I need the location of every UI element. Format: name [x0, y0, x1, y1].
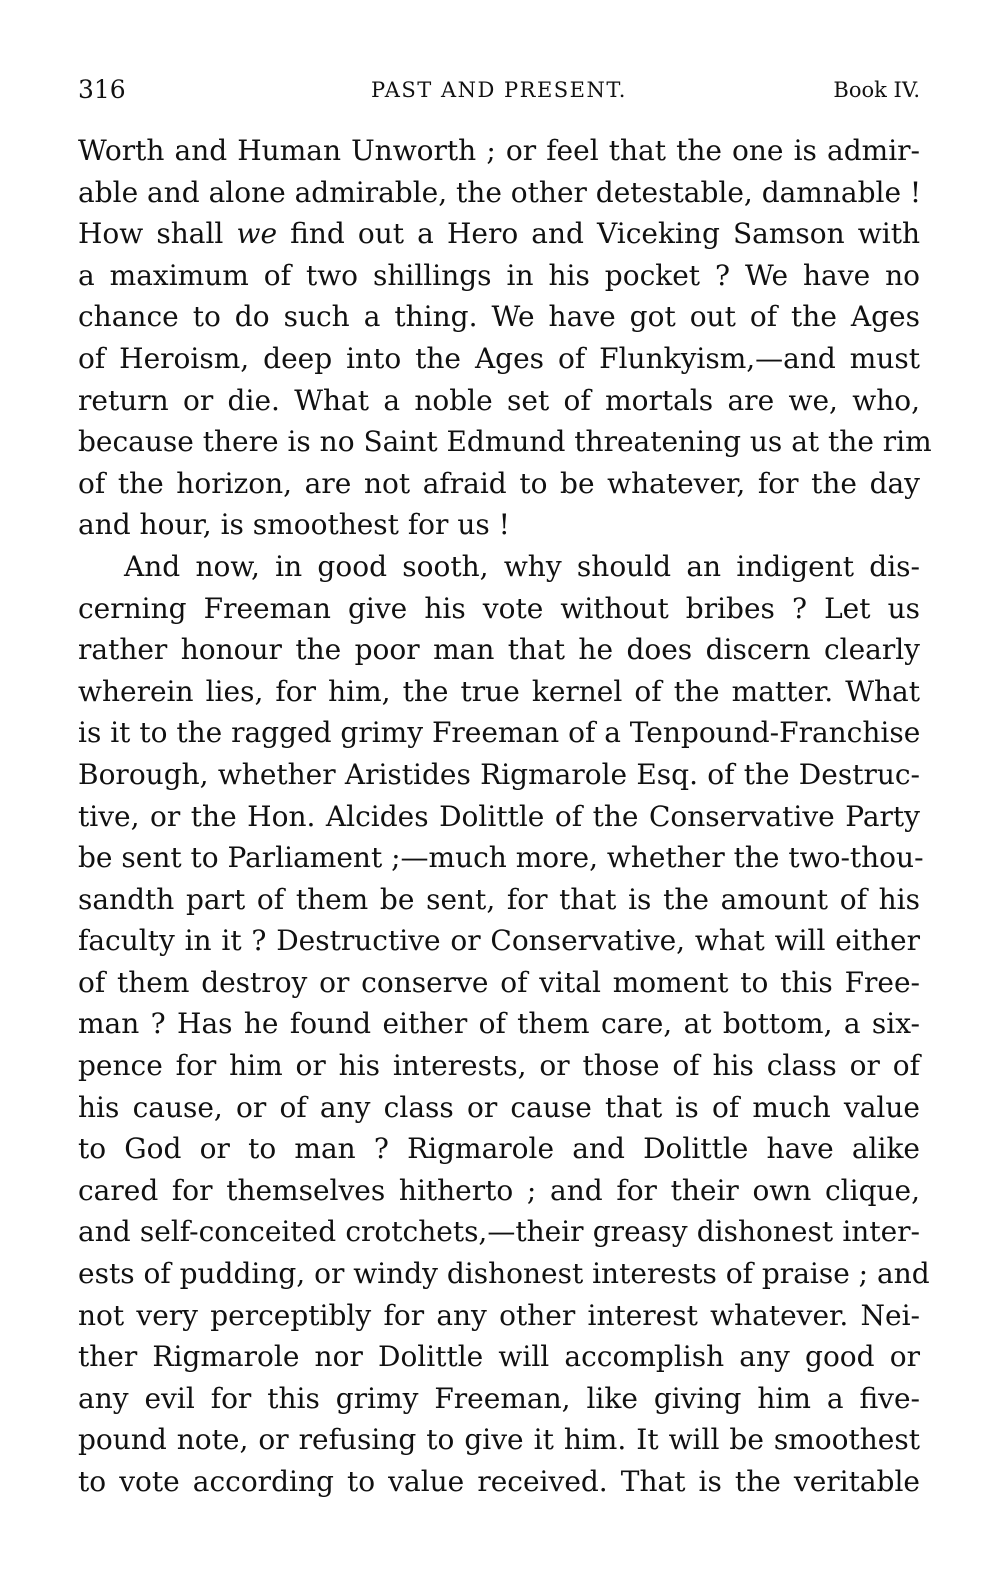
text-line: chance to do such a thing. We have got out of the Ages [78, 300, 920, 334]
text-line: rather honour the poor man that he does discern clearly [78, 633, 920, 667]
body-text [78, 130, 932, 1503]
text-line: faculty in it ? Destructive or Conservative, what will either [78, 924, 920, 958]
text-line: pound note, or refusing to give it him. It will be smoothest [78, 1423, 920, 1457]
text-line: And now, in good sooth, why should an indigent dis- [124, 549, 920, 583]
text-line: Borough, whether Aristides Rigmarole Esq. of the Destruc- [78, 757, 920, 791]
paragraph-2 [78, 546, 930, 1503]
text-line: of Heroism, deep into the Ages of Flunkyism,—and must [78, 341, 920, 375]
text-line: to vote according to value received. That is the veritable [78, 1465, 920, 1498]
text-line: able and alone admirable, the other detestable, damnable ! [78, 175, 922, 209]
page-number: 316 [78, 75, 126, 104]
text-line: pence for him or his interests, or those of his class or of [78, 1049, 920, 1083]
text-line: to God or to man ? Rigmarole and Dolittle have alike [78, 1132, 920, 1166]
text-line: a maximum of two shillings in his pocket ? We have no [78, 258, 920, 292]
text-line: tive, or the Hon. Alcides Dolittle of the Conservative Party [78, 799, 920, 833]
text-line: cerning Freeman give his vote without bribes ? Let us [78, 591, 920, 625]
text-line: his cause, or of any class or cause that is of much value [78, 1090, 920, 1124]
running-title: PAST AND PRESENT. [371, 78, 627, 102]
text-line: wherein lies, for him, the true kernel of the matter. What [78, 674, 920, 708]
text-line: of them destroy or conserve of vital moment to this Free- [78, 965, 920, 999]
text-line: sandth part of them be sent, for that is the amount of his [78, 882, 920, 916]
text-line: any evil for this grimy Freeman, like giving him a five- [78, 1381, 920, 1415]
emphasis-we: we [236, 217, 278, 251]
text-line: and self-conceited crotchets,—their greasy dishonest inter- [78, 1215, 920, 1249]
book-page [78, 70, 932, 1503]
text-line: cared for themselves hitherto ; and for their own clique, [78, 1173, 920, 1207]
paragraph-1 [78, 130, 932, 546]
text-line: ests of pudding, or windy dishonest interests of praise ; and [78, 1257, 930, 1291]
text-line: because there is no Saint Edmund threatening us at the rim [78, 425, 932, 459]
text-line: ther Rigmarole nor Dolittle will accomplish any good or [78, 1340, 920, 1374]
book-part-label: Book IV. [833, 78, 920, 102]
text-line: and hour, is smoothest for us ! [78, 508, 510, 542]
text-line-with-emphasis: How shall we find out a Hero and Viceking Samson with [78, 217, 920, 251]
text-line: return or die. What a noble set of mortals are we, who, [78, 383, 920, 417]
text-line: Worth and Human Unworth ; or feel that the one is admir- [78, 134, 920, 167]
text-line: of the horizon, are not afraid to be whatever, for the day [78, 466, 920, 500]
text-line: be sent to Parliament ;—much more, whether the two-thou- [78, 841, 924, 875]
text-line: not very perceptibly for any other interest whatever. Nei- [78, 1298, 920, 1332]
text-line: man ? Has he found either of them care, at bottom, a six- [78, 1007, 920, 1041]
text-line: is it to the ragged grimy Freeman of a Tenpound-Franchise [78, 716, 921, 750]
running-head [78, 70, 920, 110]
